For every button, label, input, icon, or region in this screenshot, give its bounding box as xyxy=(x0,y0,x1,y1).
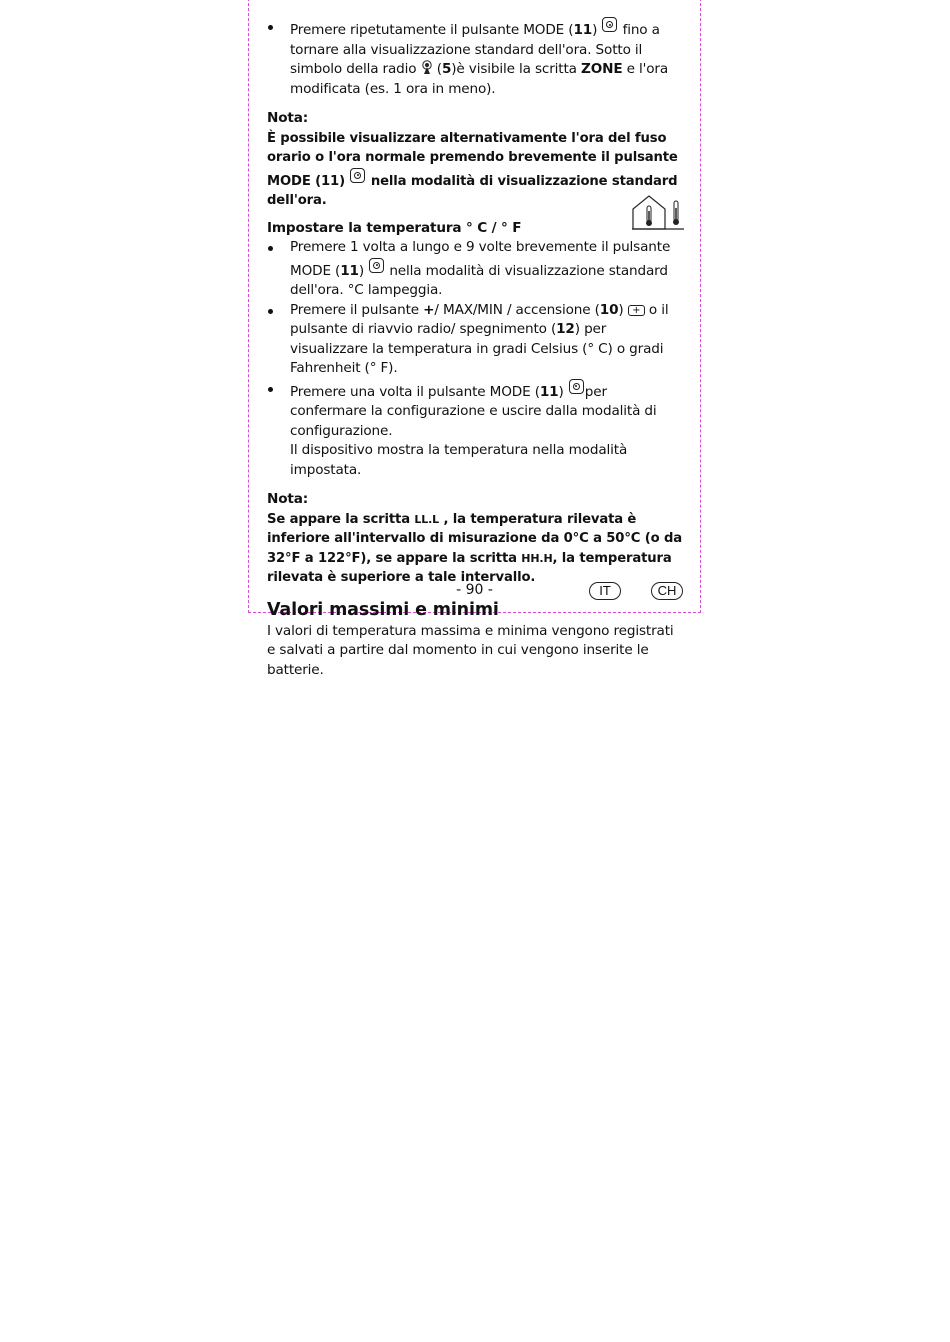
plus-button-icon: + xyxy=(628,305,645,316)
mode-button-icon xyxy=(569,379,584,394)
note-title: Nota: xyxy=(267,491,309,507)
indoor-outdoor-thermometer-icon xyxy=(632,195,685,230)
list-item: Premere il pulsante +/ MAX/MIN / accensione (10) + o il pulsante di riavvio radio/ spegnimento (12) per visualizzare la temperatura in gradi Celsius (° C) o gradi Fahrenheit (° F). xyxy=(267,301,685,379)
low-display-text: LL.L xyxy=(414,512,440,526)
mode-button-icon xyxy=(350,168,365,183)
note-body: Se appare la scritta LL.L , la temperatura rilevata è inferiore all'intervallo di misurazione da 0°C a 50°C (o da 32°F a 122°F), se appare la scritta HH.H, la temperatura rilevata è superiore a tale intervallo. xyxy=(267,511,683,585)
page-number: - 90 - xyxy=(456,582,493,598)
section-body: I valori di temperatura massima e minima vengono registrati e salvati a partire dal momento in cui vengono inserite le batterie. xyxy=(267,622,674,678)
list-item: Premere 1 volta a lungo e 9 volte brevemente il pulsante MODE (11) nella modalità di visualizzazione standard dell'ora. °C lampeggia. xyxy=(267,238,685,301)
language-badge-it: IT xyxy=(589,582,621,600)
note-title: Nota: xyxy=(267,110,309,126)
language-badge-ch: CH xyxy=(651,582,683,600)
mode-button-icon xyxy=(602,17,617,32)
mode-button-icon xyxy=(369,258,384,273)
high-display-text: HH.H xyxy=(521,551,553,565)
temperature-bullet-list xyxy=(267,238,685,480)
page-footer xyxy=(248,582,701,602)
list-item: Premere ripetutamente il pulsante MODE (11) fino a tornare alla visualizzazione standard dell'ora. Sotto il simbolo della radio (5)è visibile la scritta ZONE e l'ora modificata (es. 1 ora in meno). xyxy=(267,17,685,99)
radio-antenna-icon xyxy=(421,60,433,75)
zone-bullet-list xyxy=(267,17,685,99)
page-content xyxy=(267,17,685,680)
note-body: È possibile visualizzare alternativamente l'ora del fuso orario o l'ora normale premendo brevemente il pulsante MODE (11) nella modalità di visualizzazione standard dell'ora. xyxy=(267,130,678,208)
temperature-heading: Impostare la temperatura ° C / ° F xyxy=(267,219,522,236)
list-item: Premere una volta il pulsante MODE (11) per confermare la configurazione e uscire dalla modalità di configurazione. Il dispositivo mostra la temperatura nella modalità impostata. xyxy=(267,379,685,481)
section-heading: Valori massimi e minimi xyxy=(267,599,499,620)
